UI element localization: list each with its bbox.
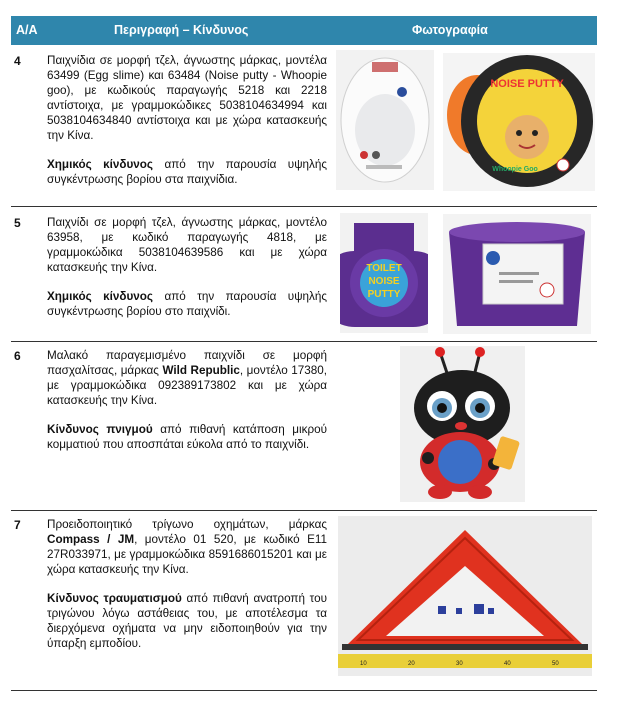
toilet-putty-tub-photo	[443, 214, 591, 334]
header-aa: Α/Α	[16, 23, 38, 37]
risk-label: Χημικός κίνδυνος	[47, 290, 153, 303]
egg-slime-photo	[336, 50, 434, 190]
ruler-tick: 50	[552, 661, 559, 667]
toilet-label: TOILET	[366, 263, 402, 274]
risk-text	[47, 591, 327, 651]
risk-label: Κίνδυνος πνιγμού	[47, 423, 153, 436]
risk-detail: από την παρουσία υψηλής συγκέντρωσης βορίου στα παιχνίδια.	[47, 158, 328, 186]
description-text: Προειδοποιητικό τρίγωνο οχημάτων, μάρκας Compass / JM, μοντέλο 01 520, με κωδικό E11 27R033971, με γραμμοκώδικα 8591686015201 και με χώρα κατασκευής την Κίνα.	[47, 518, 327, 576]
whoopie-label: Whoopie Goo	[492, 166, 538, 173]
row-number: 7	[14, 518, 21, 532]
risk-label: Χημικός κίνδυνος	[47, 158, 153, 171]
header-photo: Φωτογραφία	[412, 23, 488, 37]
risk-detail: από πιθανή ανατροπή του τριγώνου λόγω αστάθειας του, με αποτέλεσμα τα διερχόμενα οχήματα να μην ειδοποιηθούν για την ύπαρξη εμποδίου.	[47, 592, 327, 650]
header-description: Περιγραφή – Κίνδυνος	[114, 23, 249, 37]
brand-name: Compass / JM	[47, 533, 135, 546]
row-number: 6	[14, 349, 21, 363]
risk-detail: από την παρουσία υψηλής συγκέντρωσης βορίου στο παιχνίδι.	[47, 290, 328, 318]
warning-triangle-photo	[338, 516, 592, 676]
row-description	[47, 517, 327, 651]
risk-text	[47, 289, 327, 319]
row-description	[47, 53, 327, 187]
risk-text	[47, 422, 327, 452]
description-text: Παιχνίδια σε μορφή τζελ, άγνωστης μάρκας, μοντέλα 63499 (Egg slime) και 63484 (Noise putty - Whoopie goo), με κωδικούς παραγωγής 5218 και 2218 αντίστοιχα, με γραμμοκώδικες 5038104634994 και 5038104634840 αντίστοιχα και με χώρα κατασκευής την Κίνα.	[47, 54, 327, 142]
ruler-tick: 10	[360, 661, 367, 667]
putty-label: NOISE PUTTY	[490, 78, 564, 90]
row-description	[47, 348, 327, 452]
ruler-tick: 30	[456, 661, 463, 667]
description-text: Παιχνίδι σε μορφή τζελ, άγνωστης μάρκας, μοντέλο 63958, με κωδικό παραγωγής 4818, με γραμμοκώδικα 5038104639586 και με χώρα κατασκευής την Κίνα.	[47, 216, 327, 274]
brand-name: Wild Republic	[162, 364, 240, 377]
row-number: 5	[14, 216, 21, 230]
putty-label: PUTTY	[367, 289, 401, 300]
row-divider	[11, 341, 597, 342]
risk-detail: από πιθανή κατάποση μικρού κομματιού που αποσπάται εύκολα από το παιχνίδι.	[47, 423, 327, 451]
row-divider	[11, 206, 597, 207]
risk-text	[47, 157, 327, 187]
row-description	[47, 215, 327, 319]
row-divider	[11, 510, 597, 511]
row-number: 4	[14, 54, 21, 68]
ruler-tick: 20	[408, 661, 415, 667]
ruler-tick: 40	[504, 661, 511, 667]
row-divider	[11, 690, 597, 691]
ladybug-plush-photo	[400, 346, 525, 502]
noise-label: NOISE	[368, 276, 400, 287]
risk-label: Κίνδυνος τραυματισμού	[47, 592, 182, 605]
description-text: Μαλακό παραγεμισμένο παιχνίδι σε μορφή πασχαλίτσας, μάρκας Wild Republic, μοντέλο 17380, με γραμμοκώδικα 092389173802 και με χώρα κατασκευής την Κίνα.	[47, 349, 327, 407]
noise-putty-photo	[443, 53, 595, 191]
toilet-putty-front-photo	[340, 213, 428, 333]
table-header	[11, 16, 597, 45]
